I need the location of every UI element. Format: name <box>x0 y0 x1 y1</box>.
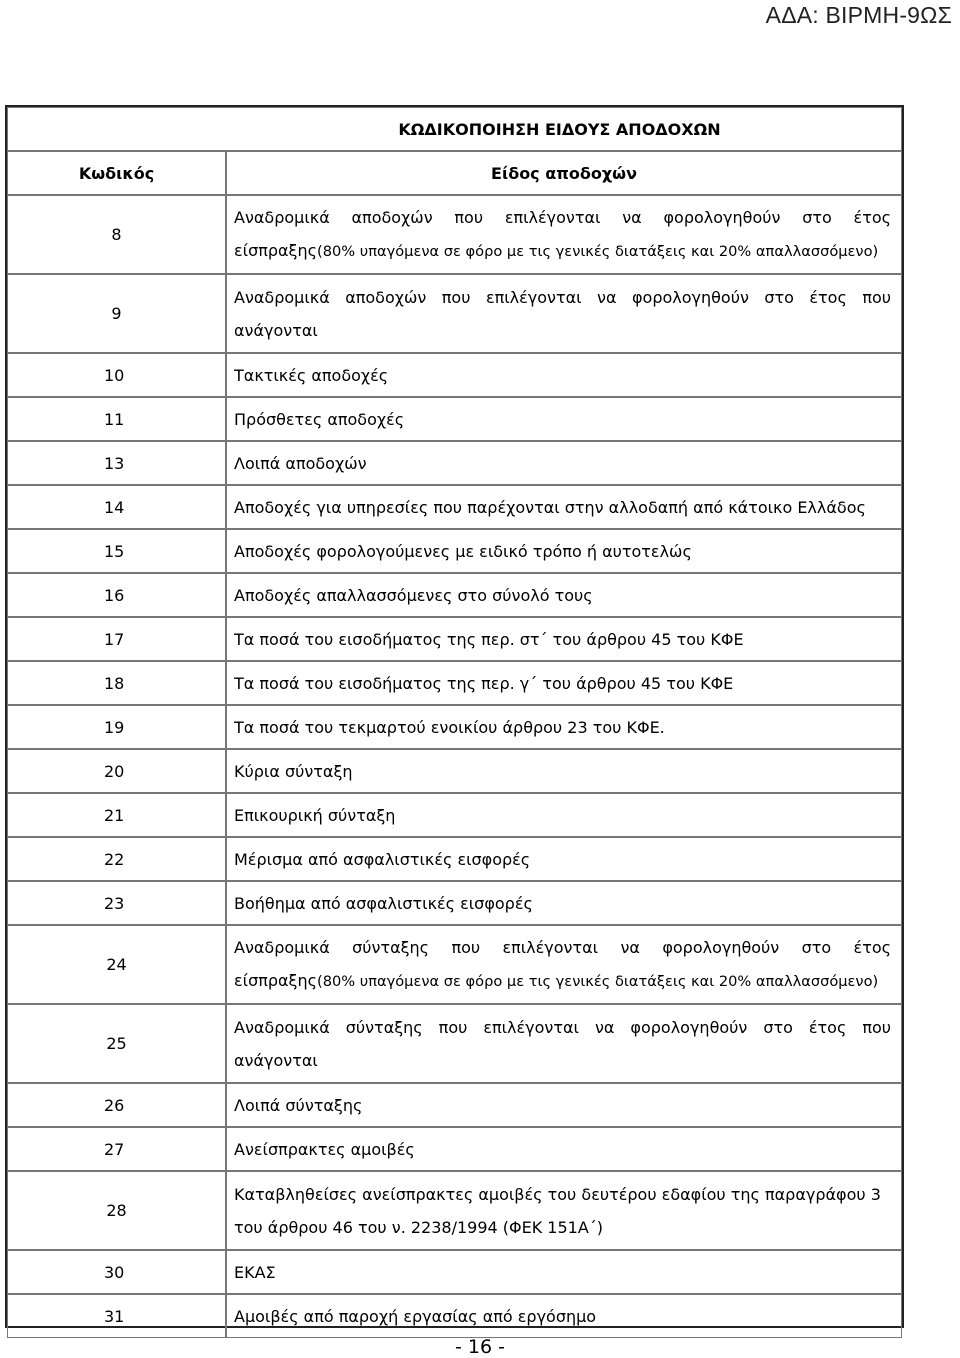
row-code: 14 <box>7 485 226 529</box>
table-row <box>7 793 902 837</box>
table-row <box>7 1004 902 1083</box>
table-row <box>7 881 902 925</box>
row-description: Λοιπά αποδοχών <box>226 441 902 485</box>
row-description: Αμοιβές από παροχή εργασίας από εργόσημο <box>226 1294 902 1338</box>
row-code: 20 <box>7 749 226 793</box>
row-code: 13 <box>7 441 226 485</box>
row-code: 24 <box>7 925 226 1004</box>
row-description: Λοιπά σύνταξης <box>226 1083 902 1127</box>
table-row <box>7 529 902 573</box>
row-code: 27 <box>7 1127 226 1171</box>
column-header-type: Είδος αποδοχών <box>226 151 902 195</box>
table-row <box>7 837 902 881</box>
row-code: 21 <box>7 793 226 837</box>
row-code: 10 <box>7 353 226 397</box>
table-row <box>7 1083 902 1127</box>
page-number: - 16 - <box>455 1336 505 1358</box>
row-code: 22 <box>7 837 226 881</box>
row-code: 19 <box>7 705 226 749</box>
row-description: Αναδρομικά σύνταξης που επιλέγονται να φορολογηθούν στο έτος που ανάγονται <box>226 1004 902 1083</box>
table-row <box>7 397 902 441</box>
row-description: Αναδρομικά αποδοχών που επιλέγονται να φορολογηθούν στο έτος είσπραξης(80% υπαγόμενα σε φόρο με τις γενικές διατάξεις και 20% απαλλασσόμενο) <box>226 195 902 274</box>
row-code: 31 <box>7 1294 226 1338</box>
row-code: 25 <box>7 1004 226 1083</box>
table-row <box>7 749 902 793</box>
row-code: 30 <box>7 1250 226 1294</box>
table-row <box>7 705 902 749</box>
row-description: Επικουρική σύνταξη <box>226 793 902 837</box>
row-description: Πρόσθετες αποδοχές <box>226 397 902 441</box>
row-description: Τακτικές αποδοχές <box>226 353 902 397</box>
table-title-row <box>7 107 902 151</box>
table-row <box>7 573 902 617</box>
row-description: ΕΚΑΣ <box>226 1250 902 1294</box>
table-row <box>7 195 902 274</box>
row-code: 8 <box>7 195 226 274</box>
row-description: Τα ποσά του εισοδήματος της περ. γ΄ του άρθρου 45 του ΚΦΕ <box>226 661 902 705</box>
table-title: ΚΩΔΙΚΟΠΟΙΗΣΗ ΕΙΔΟΥΣ ΑΠΟΔΟΧΩΝ <box>7 107 902 151</box>
row-description: Τα ποσά του τεκμαρτού ενοικίου άρθρου 23 του ΚΦΕ. <box>226 705 902 749</box>
row-description: Κύρια σύνταξη <box>226 749 902 793</box>
ada-code: ΑΔΑ: ΒΙΡΜΗ-9ΩΣ <box>765 2 952 28</box>
row-description: Βοήθημα από ασφαλιστικές εισφορές <box>226 881 902 925</box>
table-row <box>7 1250 902 1294</box>
row-description: Ανείσπρακτες αμοιβές <box>226 1127 902 1171</box>
row-code: 18 <box>7 661 226 705</box>
row-description: Αποδοχές για υπηρεσίες που παρέχονται στην αλλοδαπή από κάτοικο Ελλάδος <box>226 485 902 529</box>
row-description: Καταβληθείσες ανείσπρακτες αμοιβές του δευτέρου εδαφίου της παραγράφου 3 του άρθρου 46 του ν. 2238/1994 (ΦΕΚ 151Α΄) <box>226 1171 902 1250</box>
row-code: 9 <box>7 274 226 353</box>
row-code: 26 <box>7 1083 226 1127</box>
row-code: 28 <box>7 1171 226 1250</box>
table-row <box>7 661 902 705</box>
row-description: Μέρισμα από ασφαλιστικές εισφορές <box>226 837 902 881</box>
table-row <box>7 485 902 529</box>
column-header-code: Κωδικός <box>7 151 226 195</box>
row-description: Αποδοχές φορολογούμενες με ειδικό τρόπο ή αυτοτελώς <box>226 529 902 573</box>
table-row <box>7 1294 902 1338</box>
table-row <box>7 1127 902 1171</box>
row-description: Αναδρομικά σύνταξης που επιλέγονται να φορολογηθούν στο έτος είσπραξης(80% υπαγόμενα σε φόρο με τις γενικές διατάξεις και 20% απαλλασσόμενο) <box>226 925 902 1004</box>
table-row <box>7 617 902 661</box>
table-header-row <box>7 151 902 195</box>
table-row <box>7 1171 902 1250</box>
table-row <box>7 353 902 397</box>
row-code: 15 <box>7 529 226 573</box>
table-row <box>7 925 902 1004</box>
row-code: 23 <box>7 881 226 925</box>
row-description: Τα ποσά του εισοδήματος της περ. στ΄ του άρθρου 45 του ΚΦΕ <box>226 617 902 661</box>
row-code: 16 <box>7 573 226 617</box>
row-code: 17 <box>7 617 226 661</box>
earnings-code-table <box>7 107 902 1338</box>
row-description: Αναδρομικά αποδοχών που επιλέγονται να φορολογηθούν στο έτος που ανάγονται <box>226 274 902 353</box>
table-row <box>7 274 902 353</box>
table-row <box>7 441 902 485</box>
row-description: Αποδοχές απαλλασσόμενες στο σύνολό τους <box>226 573 902 617</box>
row-code: 11 <box>7 397 226 441</box>
